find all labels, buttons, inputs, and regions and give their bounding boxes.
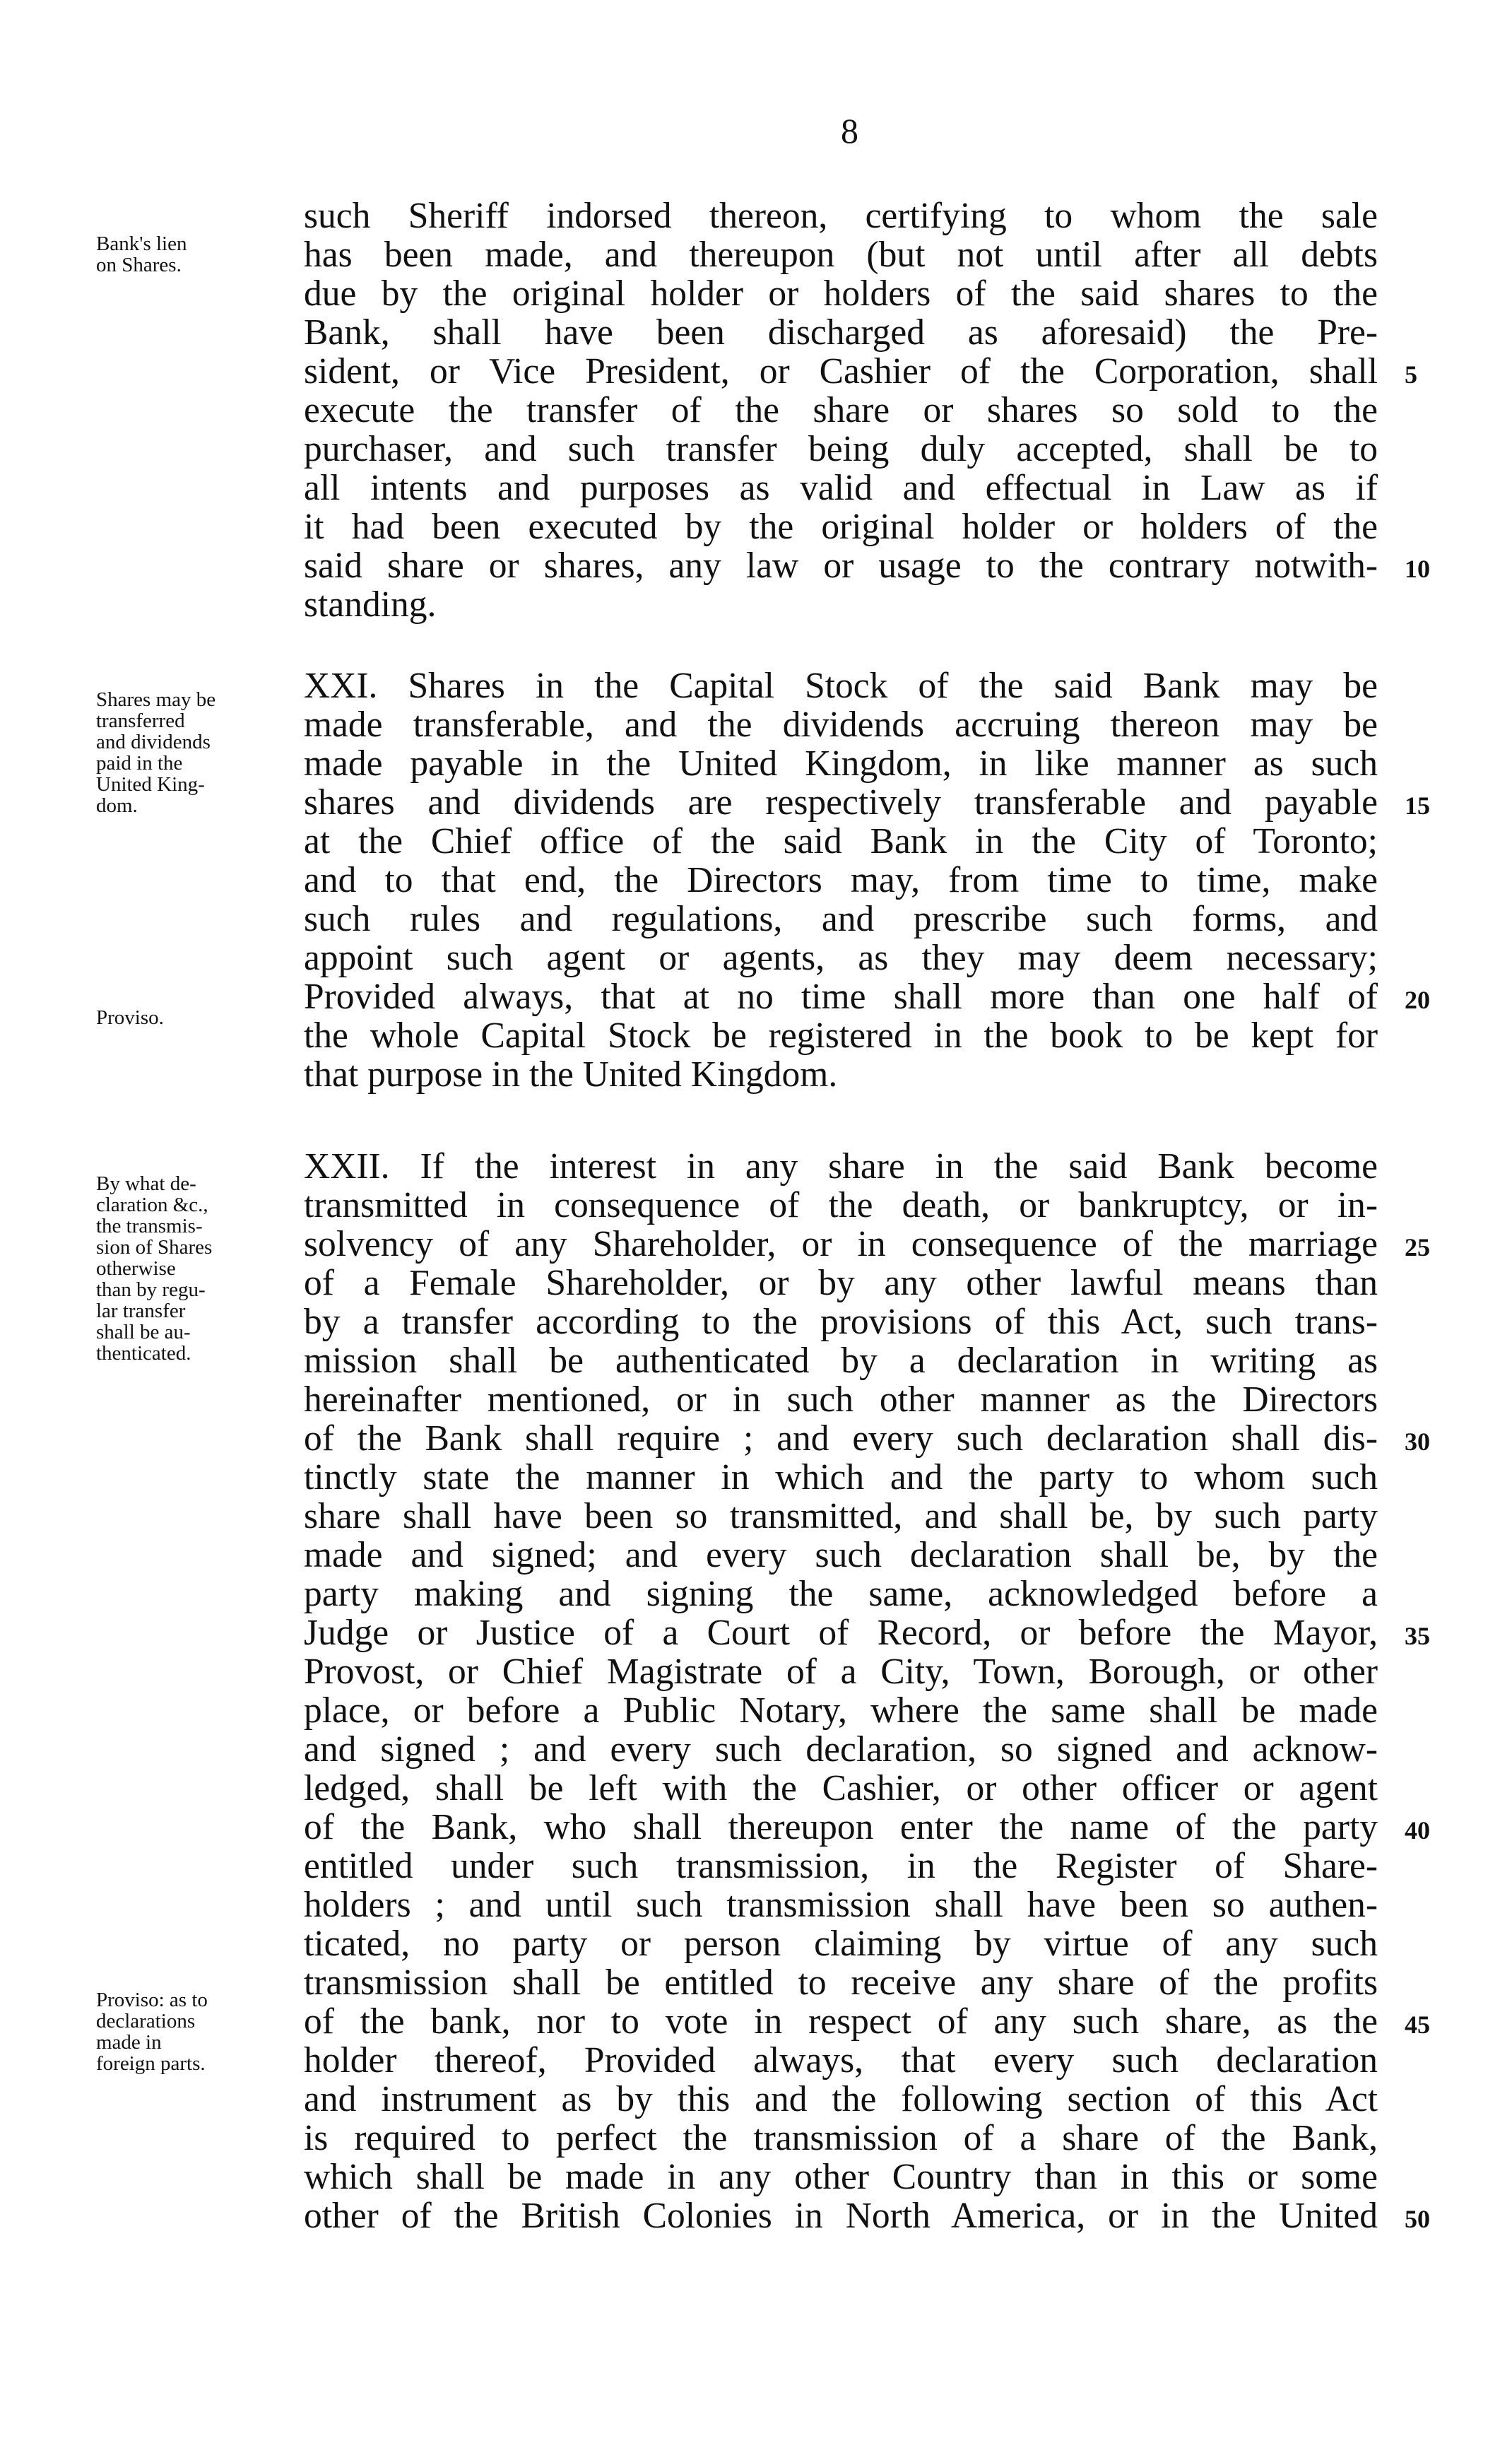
text-line: Bank, shall have been discharged as aforesaid) the Pre- xyxy=(304,312,1378,353)
margin-note-line: than by regu- xyxy=(96,1278,206,1301)
text-line: of a Female Shareholder, or by any other lawful means than xyxy=(304,1263,1378,1303)
text-line: other of the British Colonies in North America, or in the United xyxy=(304,2196,1378,2236)
margin-note-line: claration &c., xyxy=(96,1194,208,1216)
text-line: due by the original holder or holders of the said shares to the xyxy=(304,273,1378,314)
margin-note xyxy=(96,689,297,816)
text-line: is required to perfect the transmission of a share of the Bank, xyxy=(304,2118,1378,2158)
line-number: 50 xyxy=(1405,2205,1430,2233)
text-line: place, or before a Public Notary, where the same shall be made xyxy=(304,1690,1378,1731)
margin-note-line: paid in the xyxy=(96,752,183,775)
text-line: at the Chief office of the said Bank in the City of Toronto; xyxy=(304,821,1378,861)
text-line: mission shall be authenticated by a declaration in writing as xyxy=(304,1341,1378,1381)
text-line: of the Bank, who shall thereupon enter the name of the party xyxy=(304,1807,1378,1847)
line-number: 15 xyxy=(1405,791,1430,820)
text-line: holders ; and until such transmission shall have been so authen- xyxy=(304,1885,1378,1925)
margin-note-line: Proviso: as to xyxy=(96,1989,208,2011)
text-line: and signed ; and every such declaration, so signed and acknow- xyxy=(304,1729,1378,1770)
page-number: 8 xyxy=(841,111,858,151)
text-line: all intents and purposes as valid and effectual in Law as if xyxy=(304,468,1378,508)
margin-note-line: otherwise xyxy=(96,1257,176,1280)
line-number: 45 xyxy=(1405,2011,1430,2039)
margin-note xyxy=(96,1989,297,2074)
text-line: sident, or Vice President, or Cashier of the Corporation, shall xyxy=(304,351,1378,392)
text-line: and to that end, the Directors may, from time to time, make xyxy=(304,860,1378,900)
margin-note xyxy=(96,1173,297,1364)
text-line: XXII. If the interest in any share in the said Bank become xyxy=(304,1146,1378,1187)
text-line: made and signed; and every such declaration shall be, by the xyxy=(304,1535,1378,1575)
margin-note-line: on Shares. xyxy=(96,254,182,276)
text-line: said share or shares, any law or usage to the contrary notwith- xyxy=(304,546,1378,586)
text-line: ledged, shall be left with the Cashier, or other officer or agent xyxy=(304,1768,1378,1808)
text-line: that purpose in the United Kingdom. xyxy=(304,1054,838,1095)
margin-note xyxy=(96,1007,297,1028)
text-line: of the bank, nor to vote in respect of any such share, as the xyxy=(304,2001,1378,2042)
margin-note-line: thenticated. xyxy=(96,1342,191,1365)
text-line: XXI. Shares in the Capital Stock of the said Bank may be xyxy=(304,666,1378,706)
text-line: holder thereof, Provided always, that every such declaration xyxy=(304,2040,1378,2081)
margin-note-line: United King- xyxy=(96,773,205,796)
line-number: 25 xyxy=(1405,1233,1430,1261)
margin-note-line: and dividends xyxy=(96,731,211,753)
margin-note-line: dom. xyxy=(96,794,138,817)
margin-note-line: Shares may be xyxy=(96,688,216,711)
margin-note-line: lar transfer xyxy=(96,1300,186,1322)
text-line: execute the transfer of the share or shares so sold to the xyxy=(304,390,1378,430)
text-line: made transferable, and the dividends accruing thereon may be xyxy=(304,705,1378,745)
text-line: made payable in the United Kingdom, in like manner as such xyxy=(304,743,1378,784)
margin-note-line: Proviso. xyxy=(96,1006,164,1029)
line-number: 20 xyxy=(1405,986,1430,1014)
margin-note-line: foreign parts. xyxy=(96,2052,206,2075)
text-line: standing. xyxy=(304,584,437,625)
text-line: hereinafter mentioned, or in such other manner as the Directors xyxy=(304,1379,1378,1420)
margin-note-line: shall be au- xyxy=(96,1321,191,1343)
text-line: which shall be made in any other Country than in this or some xyxy=(304,2157,1378,2197)
text-line: transmitted in consequence of the death, or bankruptcy, or in- xyxy=(304,1185,1378,1225)
margin-note-line: the transmis- xyxy=(96,1215,203,1237)
text-line: share shall have been so transmitted, and shall be, by such party xyxy=(304,1496,1378,1536)
text-line: has been made, and thereupon (but not until after all debts xyxy=(304,235,1378,275)
text-line: Provost, or Chief Magistrate of a City, Town, Borough, or other xyxy=(304,1652,1378,1692)
line-number: 40 xyxy=(1405,1816,1430,1844)
text-line: entitled under such transmission, in the Register of Share- xyxy=(304,1846,1378,1886)
text-line: shares and dividends are respectively transferable and payable xyxy=(304,782,1378,823)
margin-note-line: Bank's lien xyxy=(96,233,187,255)
margin-note xyxy=(96,233,297,276)
text-line: Provided always, that at no time shall more than one half of xyxy=(304,977,1378,1017)
text-line: tinctly state the manner in which and the party to whom such xyxy=(304,1457,1378,1497)
text-line: of the Bank shall require ; and every such declaration shall dis- xyxy=(304,1418,1378,1459)
margin-note-line: transferred xyxy=(96,710,185,732)
text-line: such rules and regulations, and prescribe such forms, and xyxy=(304,899,1378,939)
text-line: purchaser, and such transfer being duly accepted, shall be to xyxy=(304,429,1378,469)
line-number: 30 xyxy=(1405,1428,1430,1456)
margin-note-line: By what de- xyxy=(96,1172,196,1195)
text-line: solvency of any Shareholder, or in consequence of the marriage xyxy=(304,1224,1378,1264)
text-line: by a transfer according to the provisions of this Act, such trans- xyxy=(304,1302,1378,1342)
margin-note-line: declarations xyxy=(96,2010,196,2032)
text-line: it had been executed by the original holder or holders of the xyxy=(304,507,1378,547)
margin-note-line: sion of Shares xyxy=(96,1236,213,1259)
margin-note-line: made in xyxy=(96,2031,162,2054)
text-line: such Sheriff indorsed thereon, certifying to whom the sale xyxy=(304,196,1378,236)
text-line: party making and signing the same, acknowledged before a xyxy=(304,1574,1378,1614)
text-line: ticated, no party or person claiming by virtue of any such xyxy=(304,1924,1378,1964)
line-number: 5 xyxy=(1405,360,1417,389)
line-number: 35 xyxy=(1405,1622,1430,1650)
text-line: appoint such agent or agents, as they may deem necessary; xyxy=(304,938,1378,978)
text-line: and instrument as by this and the following section of this Act xyxy=(304,2079,1378,2119)
text-line: transmission shall be entitled to receive any share of the profits xyxy=(304,1962,1378,2003)
text-line: the whole Capital Stock be registered in the book to be kept for xyxy=(304,1016,1378,1056)
line-number: 10 xyxy=(1405,555,1430,583)
text-line: Judge or Justice of a Court of Record, or before the Mayor, xyxy=(304,1613,1378,1653)
